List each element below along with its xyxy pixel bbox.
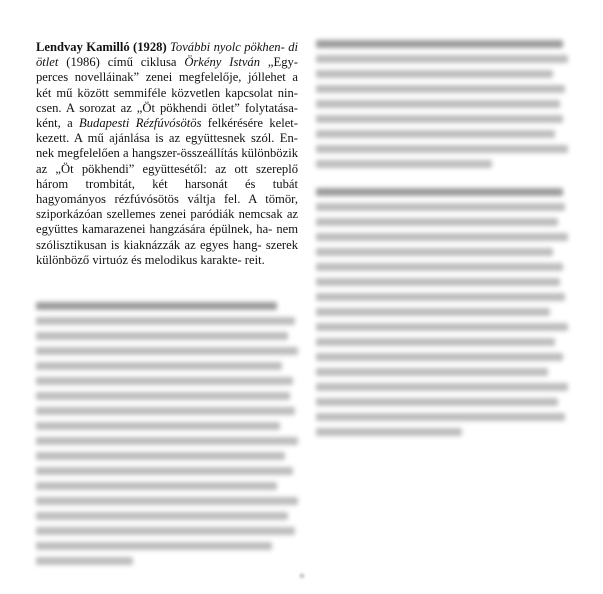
blurred-right-mid-text	[316, 188, 568, 443]
author-name: Lendvay Kamilló (1928)	[36, 40, 167, 54]
work-title-part-1: További nyolc pökhen-	[170, 40, 285, 54]
entry-text-3: felkérésére kelet- kezett. A mű ajánlása is az együttesnek szól. En- nek megfelelően a hangszer-összeállítás különbözik az „Öt pökhendi” együttesétől: az ott szereplő három trombitát, két harsonát és tubát hagyományos rézfúvósötös váltja fel. A tömör, sziporkázóan szellemes zenei paródiák nemcsak az együttes kamarazenei hangzására épülnek, ha- nem szólisztikusan is kiaknázzák az egyes hang- szerek különböző virtuóz és melodikus karakte- reit.	[36, 116, 298, 267]
entry-text-1: (1986) című ciklusa	[66, 55, 185, 70]
blurred-left-bottom-text	[36, 302, 298, 572]
left-column-entry	[36, 40, 298, 268]
series-author: Örkény István	[184, 55, 261, 70]
entry-text-2: „Egy- perces novelláinak” zenei megfelelője, jóllehet a két mű között semmiféle közvetlen kapcsolat nin- csen. A sorozat az „Öt pökhendi ötlet” folytatása- ként, a	[36, 55, 298, 131]
ensemble-name: Budapesti Rézfúvósötös	[79, 116, 202, 131]
entry-paragraph	[36, 40, 298, 268]
page-number-blurred: •	[299, 569, 305, 583]
work-title-part-2: di ötlet	[36, 40, 298, 70]
blurred-right-top-text	[316, 40, 568, 175]
